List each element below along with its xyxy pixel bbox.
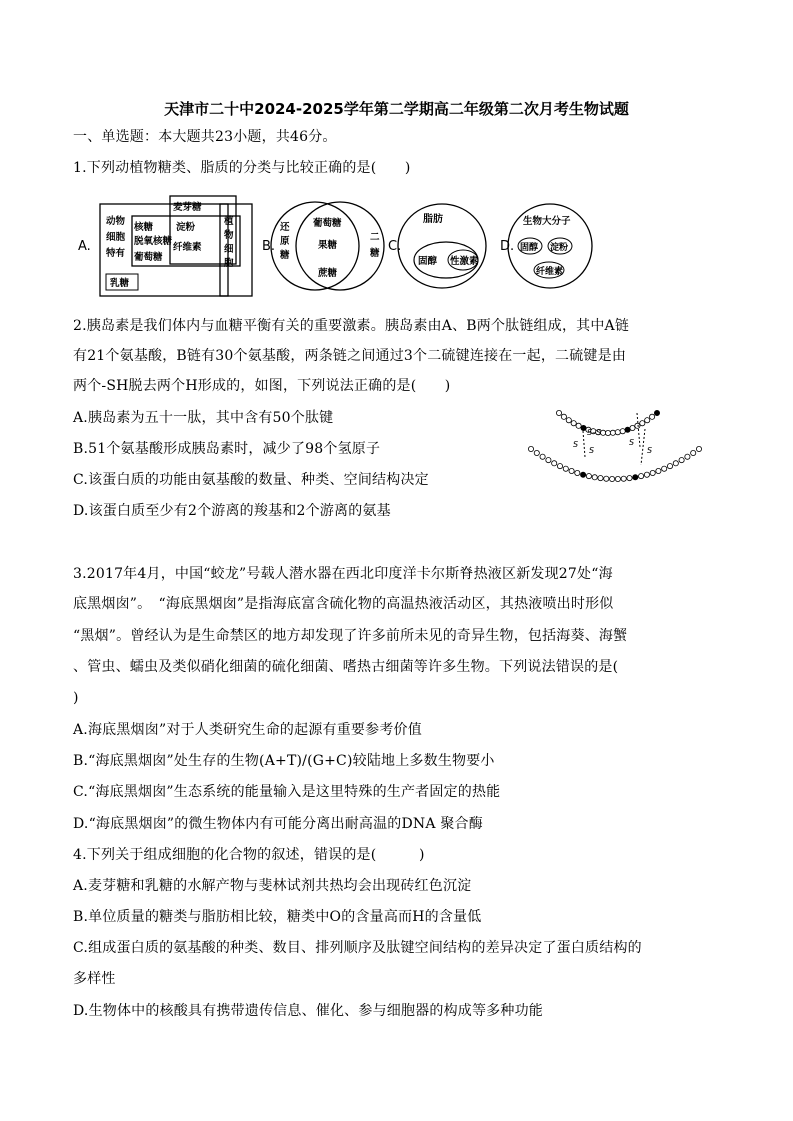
svg-text:纤维素: 纤维素 — [173, 242, 202, 253]
amino-acid-bead — [645, 418, 650, 423]
amino-acid-bead — [556, 410, 561, 415]
svg-text:果糖: 果糖 — [318, 240, 338, 251]
q4-option-a: A.麦芽糖和乳糖的水解产物与斐林试剂共热均会出现砖红色沉淀 — [73, 878, 472, 894]
q3-stem-2: 底黑烟囱”。 “海底黑烟囱”是指海底富含硫化物的高温热液活动区，其热液喷出时形似 — [73, 596, 614, 612]
svg-text:S: S — [647, 446, 653, 455]
amino-acid-bead — [691, 450, 696, 455]
q2-option-d: D.该蛋白质至少有2个游离的羧基和2个游离的氨基 — [73, 503, 391, 519]
amino-acid-bead — [625, 427, 630, 432]
svg-text:原: 原 — [280, 236, 290, 247]
amino-acid-bead — [581, 425, 586, 430]
svg-text:动物: 动物 — [106, 216, 126, 227]
diagram-d — [500, 204, 592, 288]
svg-text:麦芽糖: 麦芽糖 — [173, 202, 202, 213]
svg-text:植: 植 — [224, 216, 234, 227]
svg-text:生物大分子: 生物大分子 — [523, 216, 571, 227]
q1-diagrams — [70, 190, 710, 302]
q4-option-c: C.组成蛋白质的氨基酸的种类、数目、排列顺序及肽键空间结构的差异决定了蛋白质结构的 — [73, 940, 642, 956]
amino-acid-bead — [635, 423, 640, 428]
diagram-c — [388, 204, 486, 288]
svg-text:糖: 糖 — [280, 250, 290, 261]
svg-text:细胞: 细胞 — [106, 232, 126, 243]
amino-acid-bead — [610, 476, 615, 481]
svg-text:核糖: 核糖 — [134, 222, 154, 233]
amino-acid-bead — [546, 458, 551, 463]
amino-acid-bead — [571, 421, 576, 426]
svg-text:B.: B. — [262, 239, 276, 254]
q3-stem-4: 、管虫、蠕虫及类似硝化细菌的硫化细菌、嗜热古细菌等许多生物。下列说法错误的是( — [73, 659, 619, 675]
svg-text:纤维素: 纤维素 — [536, 267, 564, 277]
amino-acid-bead — [601, 430, 606, 435]
diagram-a — [78, 196, 252, 296]
amino-acid-bead — [662, 466, 667, 471]
q4-stem: 4.下列关于组成细胞的化合物的叙述，错误的是( ) — [73, 847, 425, 863]
amino-acid-bead — [621, 476, 626, 481]
svg-text:二: 二 — [370, 232, 380, 243]
amino-acid-bead — [673, 461, 678, 466]
amino-acid-bead — [644, 472, 649, 477]
q3-stem-1: 3.2017年4月，中国“蛟龙”号载人潜水器在西北印度洋卡尔斯脊热液区新发现27处“海 — [73, 566, 613, 582]
svg-text:乳糖: 乳糖 — [110, 278, 130, 289]
svg-text:固醇: 固醇 — [520, 243, 539, 253]
amino-acid-bead — [534, 450, 539, 455]
amino-acid-bead — [528, 446, 533, 451]
amino-acid-bead — [561, 414, 566, 419]
q4-option-c-cont: 多样性 — [73, 971, 116, 987]
q2-stem-1: 2.胰岛素是我们体内与血糖平衡有关的重要激素。胰岛素由A、B两个肽链组成，其中A链 — [73, 318, 630, 334]
svg-text:淀粉: 淀粉 — [176, 222, 196, 233]
svg-text:糖: 糖 — [370, 248, 380, 259]
amino-acid-bead — [639, 474, 644, 479]
amino-acid-bead — [566, 418, 571, 423]
q4-option-b: B.单位质量的糖类与脂肪相比较，糖类中O的含量高而H的含量低 — [73, 909, 482, 925]
svg-text:特有: 特有 — [106, 248, 126, 259]
amino-acid-bead — [598, 476, 603, 481]
insulin-chain-figure — [525, 405, 705, 500]
q3-option-c: C.“海底黑烟囱”生态系统的能量输入是这里特殊的生产者固定的热能 — [73, 784, 501, 800]
svg-text:细: 细 — [224, 244, 234, 255]
amino-acid-bead — [605, 430, 610, 435]
amino-acid-bead — [679, 458, 684, 463]
amino-acid-bead — [586, 474, 591, 479]
amino-acid-bead — [557, 464, 562, 469]
q2-option-b: B.51个氨基酸形成胰岛素时，减少了98个氢原子 — [73, 441, 381, 457]
amino-acid-bead — [576, 423, 581, 428]
q4-option-d: D.生物体中的核酸具有携带遗传信息、催化、参与细胞器的构成等多种功能 — [73, 1003, 543, 1019]
section-heading: 一、单选题：本大题共23小题，共46分。 — [73, 129, 337, 145]
amino-acid-bead — [552, 461, 557, 466]
svg-text:葡萄糖: 葡萄糖 — [134, 252, 163, 263]
amino-acid-bead — [615, 430, 620, 435]
amino-acid-bead — [604, 476, 609, 481]
amino-acid-bead — [620, 429, 625, 434]
amino-acid-bead — [569, 468, 574, 473]
amino-acid-bead — [633, 475, 638, 480]
svg-text:A.: A. — [78, 239, 91, 254]
svg-text:蔗糖: 蔗糖 — [318, 268, 338, 279]
amino-acid-bead — [592, 475, 597, 480]
svg-text:S: S — [573, 440, 579, 449]
svg-text:物: 物 — [224, 230, 234, 241]
svg-text:C.: C. — [388, 239, 402, 254]
q3-option-a: A.海底黑烟囱”对于人类研究生命的起源有重要参考价值 — [73, 722, 422, 738]
amino-acid-bead — [656, 468, 661, 473]
q3-stem-5: ) — [73, 690, 79, 706]
amino-acid-bead — [640, 421, 645, 426]
svg-text:S–S: S–S — [587, 428, 602, 437]
amino-acid-bead — [667, 464, 672, 469]
chain-a — [556, 410, 659, 435]
amino-acid-bead — [685, 454, 690, 459]
chain-b — [528, 446, 701, 481]
amino-acid-bead — [650, 414, 655, 419]
amino-acid-bead — [630, 425, 635, 430]
amino-acid-bead — [610, 430, 615, 435]
q3-option-b: B.“海底黑烟囱”处生存的生物(A+T)/(G+C)较陆地上多数生物要小 — [73, 753, 495, 769]
svg-text:S: S — [629, 438, 635, 447]
q2-option-c: C.该蛋白质的功能由氨基酸的数量、种类、空间结构决定 — [73, 472, 429, 488]
q2-stem-3: 两个-SH脱去两个H形成的，如图，下列说法正确的是( ) — [73, 378, 451, 394]
svg-text:S: S — [589, 446, 595, 455]
page-title: 天津市二十中2024-2025学年第二学期高二年级第二次月考生物试题 — [164, 100, 629, 118]
svg-text:淀粉: 淀粉 — [550, 243, 569, 253]
amino-acid-bead — [581, 472, 586, 477]
amino-acid-bead — [615, 476, 620, 481]
svg-text:固醇: 固醇 — [418, 256, 438, 267]
amino-acid-bead — [654, 410, 659, 415]
q2-stem-2: 有21个氨基酸，B链有30个氨基酸，两条链之间通过3个二硫键连接在一起，二硫键是由 — [73, 348, 627, 364]
svg-text:还: 还 — [280, 222, 290, 233]
svg-text:胞: 胞 — [224, 258, 234, 269]
q3-option-d: D.“海底黑烟囱”的微生物体内有可能分离出耐高温的DNA 聚合酶 — [73, 816, 483, 832]
q2-option-a: A.胰岛素为五十一肽，其中含有50个肽键 — [73, 410, 334, 426]
amino-acid-bead — [540, 454, 545, 459]
q3-stem-3: “黑烟”。曾经认为是生命禁区的地方却发现了许多前所未见的奇异生物，包括海葵、海蟹 — [73, 628, 628, 644]
svg-text:性激素: 性激素 — [450, 256, 479, 267]
svg-text:脂肪: 脂肪 — [423, 214, 443, 225]
svg-text:D.: D. — [500, 239, 515, 254]
q1-stem: 1.下列动植物糖类、脂质的分类与比较正确的是( ) — [73, 160, 411, 176]
amino-acid-bead — [650, 470, 655, 475]
svg-text:葡萄糖: 葡萄糖 — [313, 218, 342, 229]
diagram-b — [262, 202, 384, 290]
amino-acid-bead — [627, 476, 632, 481]
svg-text:脱氧核糖: 脱氧核糖 — [134, 236, 173, 247]
amino-acid-bead — [696, 446, 701, 451]
amino-acid-bead — [575, 470, 580, 475]
amino-acid-bead — [563, 466, 568, 471]
